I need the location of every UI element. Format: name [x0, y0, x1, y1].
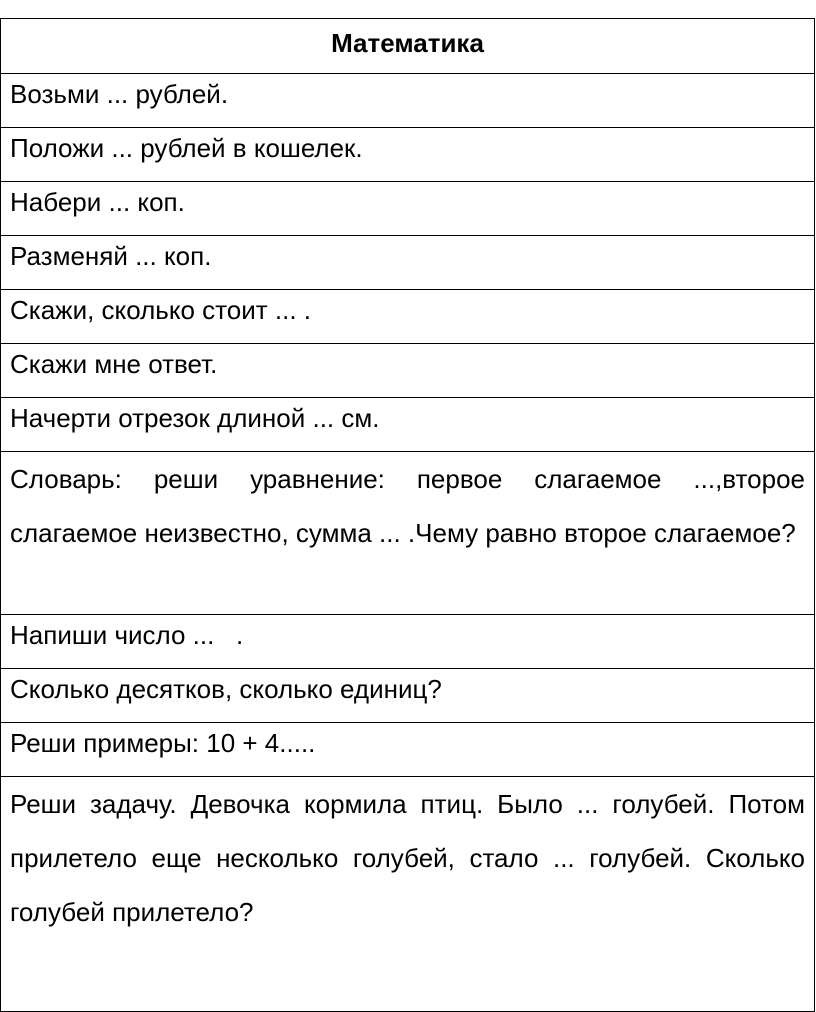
task-cell — [1, 615, 815, 669]
task-text: Скажи, сколько стоит ... . — [10, 295, 312, 325]
table-row — [1, 344, 815, 398]
task-cell-dictionary: Словарь: реши уравнение: первое слагаемое ...,второе слагаемое неизвестно, сумма ... .Чему равно второе слагаемое? — [1, 452, 815, 615]
table-row — [1, 669, 815, 723]
task-cell — [1, 669, 815, 723]
task-text: Напиши число ... . — [10, 620, 244, 650]
table-row — [1, 236, 815, 290]
task-cell — [1, 182, 815, 236]
table-row — [1, 290, 815, 344]
task-text: Набери ... коп. — [10, 187, 185, 217]
table-row — [1, 777, 815, 1012]
task-cell — [1, 344, 815, 398]
table-row — [1, 398, 815, 452]
table-row — [1, 182, 815, 236]
table-row — [1, 452, 815, 615]
table-row — [1, 723, 815, 777]
task-cell — [1, 398, 815, 452]
task-cell — [1, 723, 815, 777]
task-cell — [1, 290, 815, 344]
task-text: Начерти отрезок длиной ... см. — [10, 403, 380, 433]
math-tasks-table — [0, 18, 815, 1012]
task-cell — [1, 236, 815, 290]
task-cell — [1, 128, 815, 182]
task-text: Положи ... рублей в кошелек. — [10, 133, 363, 163]
table-row — [1, 74, 815, 128]
task-cell — [1, 74, 815, 128]
table-title: Математика — [1, 19, 815, 74]
task-cell-word-problem: Реши задачу. Девочка кормила птиц. Было ... голубей. Потом прилетело еще несколько голубей, стало ... голубей. Сколько голубей прилетело? — [1, 777, 815, 1012]
table-header-row — [1, 19, 815, 74]
table-row — [1, 128, 815, 182]
task-text: Разменяй ... коп. — [10, 241, 212, 271]
task-text: Возьми ... рублей. — [10, 79, 229, 109]
task-text: Скажи мне ответ. — [10, 349, 218, 379]
task-text: Реши примеры: 10 + 4..... — [10, 728, 316, 758]
table-row — [1, 615, 815, 669]
task-text: Сколько десятков, сколько единиц? — [10, 674, 442, 704]
